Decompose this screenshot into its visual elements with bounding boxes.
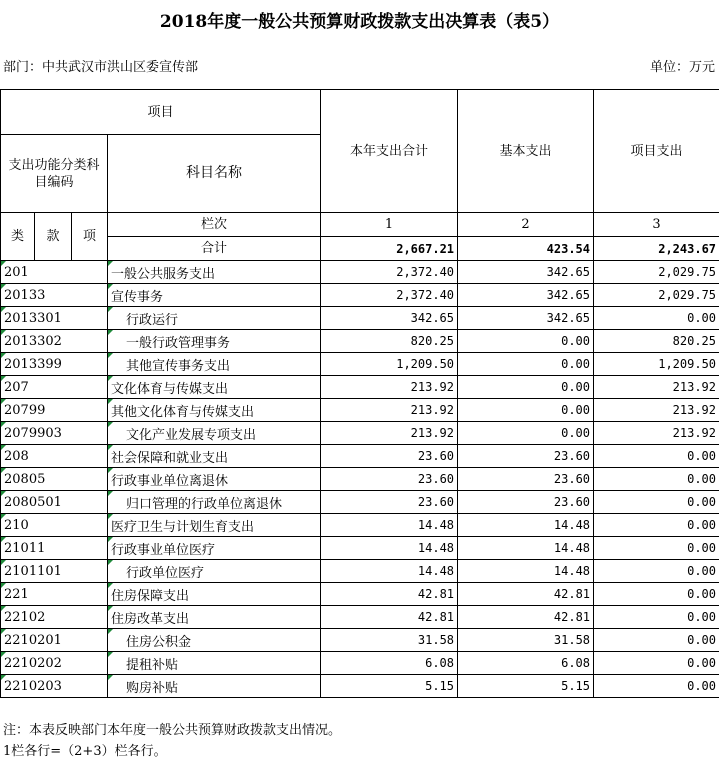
row-basic: 14.48: [458, 537, 594, 560]
row-code: 221: [1, 583, 108, 606]
row-project: 0.00: [594, 514, 719, 537]
table-row: [1, 583, 719, 606]
cell-marker-icon: [1, 629, 6, 634]
row-basic: 0.00: [458, 330, 594, 353]
row-code: 20133: [1, 284, 108, 307]
heji-project: 2,243.67: [594, 237, 719, 261]
note-line-1: 注：本表反映部门本年度一般公共预算财政拨款支出情况。: [3, 723, 342, 738]
row-name: 住房保障支出: [108, 583, 321, 606]
header-subject-name: 科目名称: [108, 135, 321, 213]
row-total: 213.92: [321, 376, 458, 399]
note-line-2: 1栏各行=（2+3）栏各行。: [3, 744, 167, 759]
row-code: 20799: [1, 399, 108, 422]
cell-marker-icon: [108, 560, 113, 565]
row-basic: 23.60: [458, 491, 594, 514]
row-basic: 42.81: [458, 606, 594, 629]
row-project: 0.00: [594, 652, 719, 675]
row-code: 2210203: [1, 675, 108, 698]
row-name: 文化体育与传媒支出: [108, 376, 321, 399]
cell-marker-icon: [1, 330, 6, 335]
row-basic: 342.65: [458, 307, 594, 330]
cell-marker-icon: [1, 560, 6, 565]
row-code: 20805: [1, 468, 108, 491]
row-name: 宣传事务: [108, 284, 321, 307]
cell-marker-icon: [1, 652, 6, 657]
cell-marker-icon: [1, 353, 6, 358]
cell-marker-icon: [108, 353, 113, 358]
row-basic: 14.48: [458, 560, 594, 583]
header-func-code: 支出功能分类科目编码: [1, 135, 108, 213]
row-project: 213.92: [594, 422, 719, 445]
row-name: 行政单位医疗: [108, 560, 321, 583]
table-row: [1, 652, 719, 675]
row-code: 208: [1, 445, 108, 468]
row-total: 14.48: [321, 514, 458, 537]
cell-marker-icon: [1, 583, 6, 588]
table-row: [1, 284, 719, 307]
row-total: 5.15: [321, 675, 458, 698]
cell-marker-icon: [108, 514, 113, 519]
row-total: 6.08: [321, 652, 458, 675]
row-basic: 42.81: [458, 583, 594, 606]
header-lei: 类: [1, 213, 35, 261]
row-basic: 0.00: [458, 399, 594, 422]
row-name: 归口管理的行政单位离退休: [108, 491, 321, 514]
row-total: 23.60: [321, 445, 458, 468]
row-project: 2,029.75: [594, 261, 719, 284]
row-total: 2,372.40: [321, 284, 458, 307]
header-item: 项目: [1, 90, 321, 135]
row-code: 21011: [1, 537, 108, 560]
row-basic: 0.00: [458, 353, 594, 376]
row-basic: 14.48: [458, 514, 594, 537]
cell-marker-icon: [108, 675, 113, 680]
row-code: 2101101: [1, 560, 108, 583]
cell-marker-icon: [1, 422, 6, 427]
table-row: [1, 261, 719, 284]
table-row: [1, 514, 719, 537]
header-col-project: 项目支出: [594, 90, 719, 213]
row-code: 210: [1, 514, 108, 537]
cell-marker-icon: [1, 376, 6, 381]
cell-marker-icon: [1, 491, 6, 496]
row-name: 购房补贴: [108, 675, 321, 698]
row-project: 0.00: [594, 560, 719, 583]
cell-marker-icon: [108, 583, 113, 588]
cell-marker-icon: [1, 675, 6, 680]
row-total: 2,372.40: [321, 261, 458, 284]
row-total: 14.48: [321, 537, 458, 560]
table-row: [1, 422, 719, 445]
unit-label: 单位：万元: [649, 60, 715, 75]
cell-marker-icon: [108, 330, 113, 335]
row-project: 0.00: [594, 606, 719, 629]
header-xiang: 项: [72, 213, 108, 261]
cell-marker-icon: [108, 261, 113, 266]
row-code: 2079903: [1, 422, 108, 445]
cell-marker-icon: [1, 284, 6, 289]
row-total: 213.92: [321, 422, 458, 445]
row-total: 42.81: [321, 583, 458, 606]
cell-marker-icon: [1, 514, 6, 519]
lanci-2: 2: [458, 213, 594, 237]
header-kuan: 款: [35, 213, 72, 261]
cell-marker-icon: [108, 376, 113, 381]
row-project: 0.00: [594, 445, 719, 468]
row-name: 其他宣传事务支出: [108, 353, 321, 376]
row-project: 213.92: [594, 376, 719, 399]
heji-basic: 423.54: [458, 237, 594, 261]
row-total: 14.48: [321, 560, 458, 583]
row-name: 住房公积金: [108, 629, 321, 652]
table-row: [1, 606, 719, 629]
cell-marker-icon: [1, 261, 6, 266]
cell-marker-icon: [108, 491, 113, 496]
cell-marker-icon: [108, 399, 113, 404]
row-name: 一般公共服务支出: [108, 261, 321, 284]
page-title: 2018年度一般公共预算财政拨款支出决算表（表5）: [159, 12, 560, 32]
table-row: [1, 399, 719, 422]
row-project: 0.00: [594, 468, 719, 491]
table-row: [1, 445, 719, 468]
row-basic: 31.58: [458, 629, 594, 652]
department-label: 部门：中共武汉市洪山区委宣传部: [3, 60, 199, 75]
row-name: 行政事业单位离退休: [108, 468, 321, 491]
row-basic: 0.00: [458, 376, 594, 399]
cell-marker-icon: [1, 445, 6, 450]
cell-marker-icon: [108, 629, 113, 634]
cell-marker-icon: [1, 307, 6, 312]
table-row: [1, 353, 719, 376]
table-row: [1, 560, 719, 583]
row-project: 0.00: [594, 537, 719, 560]
table-row: [1, 629, 719, 652]
cell-marker-icon: [1, 606, 6, 611]
row-basic: 0.00: [458, 422, 594, 445]
table-row: [1, 675, 719, 698]
cell-marker-icon: [108, 652, 113, 657]
row-project: 0.00: [594, 675, 719, 698]
table-row: [1, 468, 719, 491]
row-name: 提租补贴: [108, 652, 321, 675]
row-code: 2210202: [1, 652, 108, 675]
row-total: 342.65: [321, 307, 458, 330]
lanci-3: 3: [594, 213, 719, 237]
row-total: 31.58: [321, 629, 458, 652]
row-name: 其他文化体育与传媒支出: [108, 399, 321, 422]
row-name: 行政事业单位医疗: [108, 537, 321, 560]
row-name: 住房改革支出: [108, 606, 321, 629]
cell-marker-icon: [108, 445, 113, 450]
row-basic: 5.15: [458, 675, 594, 698]
table-row: [1, 537, 719, 560]
row-code: 2080501: [1, 491, 108, 514]
row-name: 一般行政管理事务: [108, 330, 321, 353]
row-name: 文化产业发展专项支出: [108, 422, 321, 445]
header-lanci: 栏次: [108, 213, 321, 237]
expenditure-table: [0, 89, 719, 698]
table-row: [1, 330, 719, 353]
row-name: 行政运行: [108, 307, 321, 330]
row-basic: 342.65: [458, 284, 594, 307]
row-project: 0.00: [594, 583, 719, 606]
row-code: 207: [1, 376, 108, 399]
row-code: 22102: [1, 606, 108, 629]
row-total: 23.60: [321, 491, 458, 514]
row-basic: 23.60: [458, 445, 594, 468]
row-project: 2,029.75: [594, 284, 719, 307]
cell-marker-icon: [108, 468, 113, 473]
row-total: 1,209.50: [321, 353, 458, 376]
cell-marker-icon: [108, 422, 113, 427]
row-total: 820.25: [321, 330, 458, 353]
row-name: 社会保障和就业支出: [108, 445, 321, 468]
row-project: 820.25: [594, 330, 719, 353]
row-code: 2013301: [1, 307, 108, 330]
row-code: 201: [1, 261, 108, 284]
table-row: [1, 376, 719, 399]
row-basic: 23.60: [458, 468, 594, 491]
lanci-1: 1: [321, 213, 458, 237]
header-col-total: 本年支出合计: [321, 90, 458, 213]
header-col-basic: 基本支出: [458, 90, 594, 213]
heji-label: 合计: [108, 237, 321, 261]
row-code: 2013302: [1, 330, 108, 353]
cell-marker-icon: [108, 606, 113, 611]
cell-marker-icon: [108, 284, 113, 289]
row-project: 0.00: [594, 491, 719, 514]
cell-marker-icon: [108, 307, 113, 312]
table-row: [1, 491, 719, 514]
cell-marker-icon: [1, 537, 6, 542]
row-total: 23.60: [321, 468, 458, 491]
row-name: 医疗卫生与计划生育支出: [108, 514, 321, 537]
row-total: 213.92: [321, 399, 458, 422]
row-project: 1,209.50: [594, 353, 719, 376]
row-code: 2210201: [1, 629, 108, 652]
row-project: 0.00: [594, 629, 719, 652]
row-basic: 6.08: [458, 652, 594, 675]
table-row: [1, 307, 719, 330]
row-project: 213.92: [594, 399, 719, 422]
row-project: 0.00: [594, 307, 719, 330]
row-code: 2013399: [1, 353, 108, 376]
cell-marker-icon: [1, 468, 6, 473]
heji-total: 2,667.21: [321, 237, 458, 261]
cell-marker-icon: [1, 399, 6, 404]
row-basic: 342.65: [458, 261, 594, 284]
cell-marker-icon: [108, 537, 113, 542]
row-total: 42.81: [321, 606, 458, 629]
